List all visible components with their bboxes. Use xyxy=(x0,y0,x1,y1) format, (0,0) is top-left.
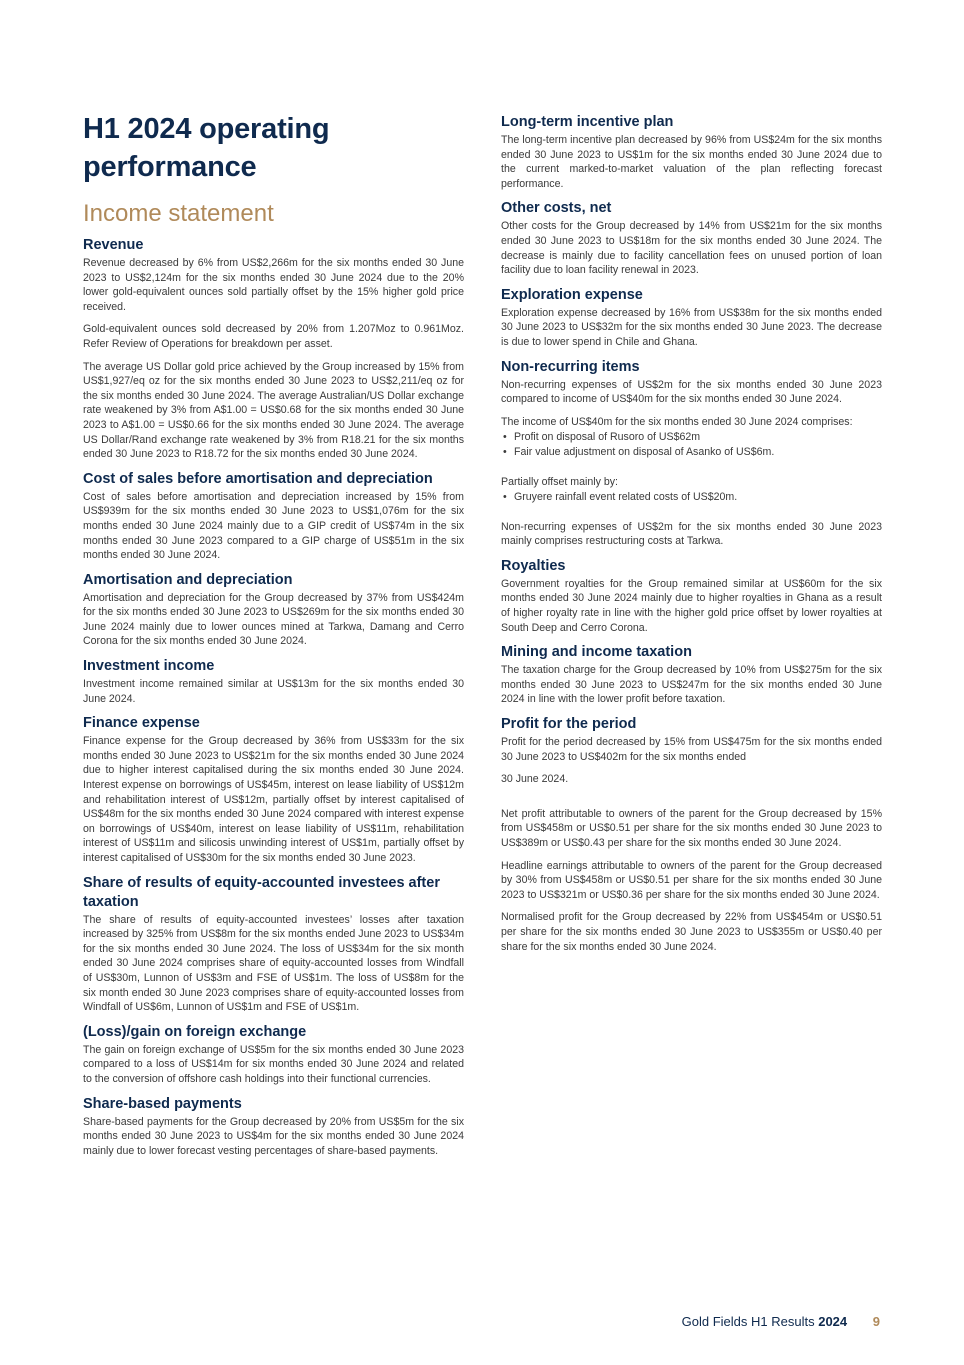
paragraph: Other costs for the Group decreased by 14% from US$21m for the six months ended 30 June 2023 to US$18m for the six months ended 30 June 2024. The decrease is mainly due to facility cancellation fees on unused portion of loan facility due to loan facility renewal in 2023. xyxy=(501,220,882,277)
paragraph: Cost of sales before amortisation and depreciation increased by 15% from US$939m for the six months ended 30 June 2023 to US$1,076m for the six months ended 30 June 2024 mainly due to a GIP credit of US$74m in the six months ended 30 June 2023 compared to a GIP charge of US$51m in the six months ended 30 June 2024. xyxy=(83,490,464,562)
list-item: • Fair value adjustment on disposal of Asanko of US$6m. xyxy=(501,445,882,460)
paragraph: The long-term incentive plan decreased by 96% from US$24m for the six months ended 30 June 2023 to US$1m for the six months ended 30 June 2024 due to the current marked-to-market valuation of the plan reflecting forecast performance. xyxy=(501,134,882,190)
paragraph: The share of results of equity-accounted investees’ losses after taxation increased by 325% from US$8m for the six months ended June 2023 to US$34m for the six months ended 30 June 2024. The loss of US$34m for the six month ended 30 June 2024 comprises share of equity-accounted losses from Windfall of US$30m, Lunnon of US$3m and FSE of US$1m. The loss of US$8m for the six month ended 30 June 2023 comprises share of equity-accounted losses from Windfall of US$6m, Lunnon of US$1m and FSE of US$1m. xyxy=(83,913,464,1014)
paragraph: The average US Dollar gold price achieved by the Group increased by 15% from US$1,927/eq oz for the six months ended 30 June 2023 to US$2,211/eq oz for the six months ended 30 June 2024. The average Australian/US Dollar exchange rate weakened by 3% from A$1.00 = US$0.68 for the six months ended 30 June 2023 to A$1.00 = US$0.66 for the six months ended 30 June 2024. The average US Dollar/Rand exchange rate weakened by 3% from R18.21 for the six months ended 30 June 2023 to R18.72 for the six months ended 30 June 2024. xyxy=(83,360,464,461)
section-long-term-incentive xyxy=(501,113,882,191)
section-finance-expense xyxy=(83,714,464,865)
section-heading: Royalties xyxy=(501,557,566,574)
paragraph: Non-recurring expenses of US$2m for the six months ended 30 June 2023 compared to income of US$40m for the six months ended 30 June 2024. xyxy=(501,378,882,406)
section-other-costs xyxy=(501,199,882,277)
bullet-list xyxy=(501,430,882,459)
section-revenue xyxy=(83,236,464,462)
section-exploration-expense xyxy=(501,286,882,350)
paragraph: Share-based payments for the Group decreased by 20% from US$5m for the six months ended 30 June 2023 to US$4m for the six months ended 30 June 2024 mainly due to lower forecast vesting percentages of share-based payments. xyxy=(83,1115,464,1157)
paragraph: Government royalties for the Group remained similar at US$60m for the six months ended 30 June 2024 mainly due to higher royalties in Ghana as a result of higher royalty rate in line with the higher gold price offset by lower royalties at South Deep and Cerro Corona. xyxy=(501,577,882,634)
section-heading: Profit for the period xyxy=(501,716,637,733)
paragraph: Normalised profit for the Group decreased by 22% from US$454m or US$0.51 per share for the six months ended 30 June 2023 to US$355m or US$0.40 per share for the six months ended 30 June 2024. xyxy=(501,911,882,953)
section-heading: Exploration expense xyxy=(501,286,643,303)
left-column xyxy=(83,110,464,1166)
paragraph: Non-recurring expenses of US$2m for the six months ended 30 June 2023 mainly comprises restructuring costs at Tarkwa. xyxy=(501,520,882,548)
section-profit xyxy=(501,715,882,954)
section-heading: Cost of sales before amortisation and depreciation xyxy=(83,470,433,487)
right-column xyxy=(501,113,882,962)
section-cost-of-sales xyxy=(83,470,464,563)
paragraph: Amortisation and depreciation for the Group decreased by 37% from US$424m for the six months ended 30 June 2023 to US$269m for the six months ended 30 June 2024 mainly due to lower ounces mined at Tarkwa, Damang and Cerro Corona for the six months ended 30 June 2024. xyxy=(83,591,464,648)
bullet-list xyxy=(501,490,882,505)
section-foreign-exchange xyxy=(83,1023,464,1087)
paragraph: Revenue decreased by 6% from US$2,266m for the six months ended 30 June 2023 to US$2,124m for the six months ended 30 June 2024 due to the 20% lower gold-equivalent ounces sold partially offset by the 15% higher gold price received. xyxy=(83,257,464,313)
page-footer xyxy=(640,1314,880,1329)
paragraph: Investment income remained similar at US$13m for the six months ended 30 June 2024. xyxy=(83,678,464,705)
section-heading: (Loss)/gain on foreign exchange xyxy=(83,1023,307,1040)
report-year: 2024 xyxy=(818,1314,848,1329)
page-subtitle: Income statement xyxy=(83,200,274,227)
section-amortisation xyxy=(83,571,464,649)
report-name: Gold Fields H1 Results xyxy=(681,1314,815,1329)
list-item: • Profit on disposal of Rusoro of US$62m xyxy=(501,430,882,445)
section-non-recurring xyxy=(501,358,882,549)
paragraph: Gold-equivalent ounces sold decreased by 20% from 1.207Moz to 0.961Moz. Refer Review of Operations for breakdown per asset. xyxy=(83,323,464,350)
section-heading: Other costs, net xyxy=(501,200,612,217)
section-heading: Non-recurring items xyxy=(501,358,640,375)
paragraph: The taxation charge for the Group decreased by 10% from US$275m for the six months ended 30 June 2023 to US$247m for the six months ended 30 June 2024 in line with the lower profit before taxation. xyxy=(501,664,882,706)
section-royalties xyxy=(501,557,882,635)
section-heading: Revenue xyxy=(83,237,144,253)
section-heading: Mining and income taxation xyxy=(501,644,692,661)
paragraph: 30 June 2024. xyxy=(501,773,569,786)
paragraph: The gain on foreign exchange of US$5m for the six months ended 30 June 2023 compared to a loss of US$14m for six months ended 30 June 2024 and related to the conversion of offshore cash holdings into their functional currencies. xyxy=(83,1043,464,1085)
page-number: 9 xyxy=(872,1314,880,1329)
section-heading: Share-based payments xyxy=(83,1095,242,1112)
paragraph: The income of US$40m for the six months ended 30 June 2024 comprises: xyxy=(501,415,853,428)
paragraph: Headline earnings attributable to owners of the parent for the Group decreased by 30% from US$458m or US$0.51 per share for the six months ended 30 June 2023 to US$321m or US$0.36 per share for the six months ended 30 June 2024. xyxy=(501,859,882,901)
paragraph: Profit for the period decreased by 15% from US$475m for the six months ended 30 June 2023 to US$402m for the six months ended xyxy=(501,736,882,763)
paragraph: Partially offset mainly by: xyxy=(501,475,618,488)
section-heading: Investment income xyxy=(83,658,215,675)
page-title: H1 2024 operating performance xyxy=(83,113,330,183)
paragraph: Exploration expense decreased by 16% from US$38m for the six months ended 30 June 2023 to US$32m for the six months ended 30 June 2023. The decrease is due to lower spend in Chile and Ghana. xyxy=(501,306,882,348)
section-share-based-payments xyxy=(83,1095,464,1159)
paragraph: Finance expense for the Group decreased by 36% from US$33m for the six months ended 30 June 2023 to US$21m for the six months ended 30 June 2024 due to higher interest capitalised during the six months ended 30 June 2024. Interest expense on borrowings of US$45m, interest on lease liability of US$12m and rehabilitation interest of US$12m, partially offset by interest capitalised of US$48m for the six months ended 30 June 2024 compared with interest expense on borrowings of US$40m, interest on lease liability of US$11m, rehabilitation interest of US$11m and silicosis unwinding interest of US$1m, partially offset by interest capitalised of US$30m for the six months ended 30 June 2023. xyxy=(83,735,464,864)
list-item: • Gruyere rainfall event related costs of US$20m. xyxy=(501,490,882,505)
section-heading: Long-term incentive plan xyxy=(501,114,674,130)
section-heading: Share of results of equity-accounted investees after taxation xyxy=(83,874,440,910)
section-heading: Amortisation and depreciation xyxy=(83,571,293,588)
paragraph: Net profit attributable to owners of the parent for the Group decreased by 15% from US$458m or US$0.51 per share for the six months ended 30 June 2023 to US$389m or US$0.43 per share for the six months ended 30 June 2024. xyxy=(501,807,882,849)
section-investment-income xyxy=(83,657,464,706)
section-equity-investees xyxy=(83,874,464,1015)
section-heading: Finance expense xyxy=(83,715,200,732)
section-taxation xyxy=(501,643,882,707)
